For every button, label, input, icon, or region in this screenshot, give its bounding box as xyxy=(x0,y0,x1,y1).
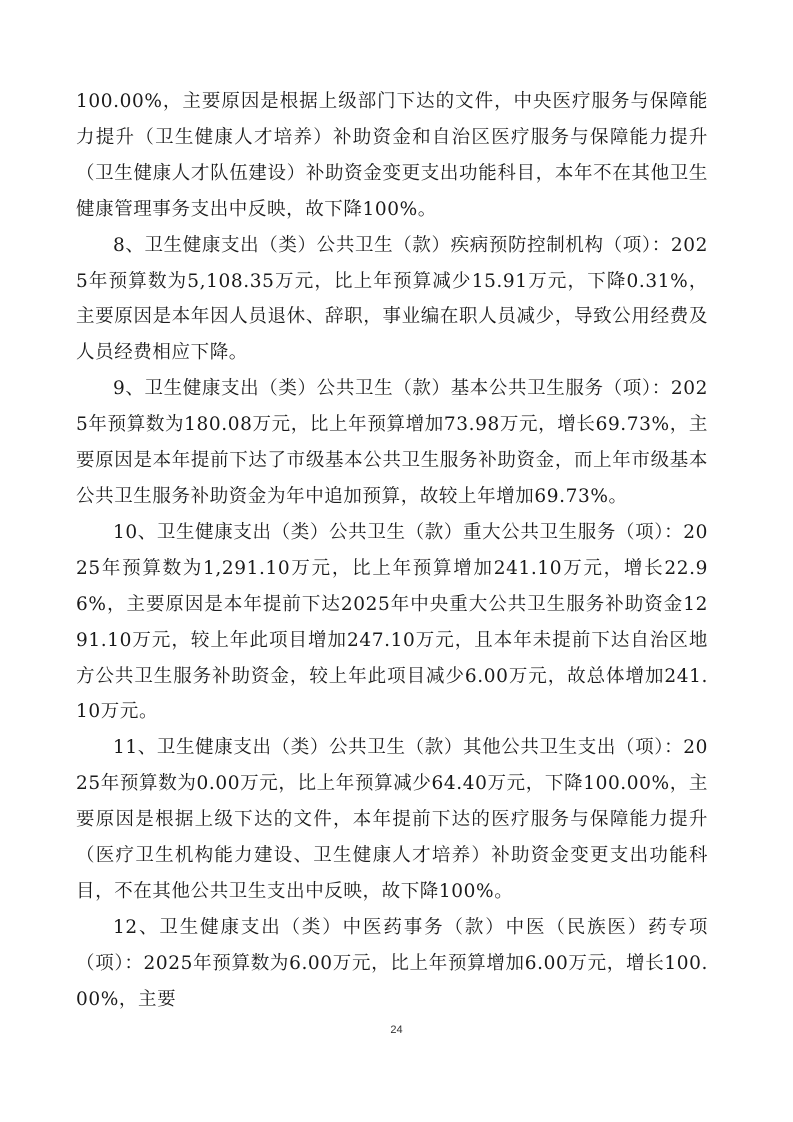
paragraph-item-10: 10、卫生健康支出（类）公共卫生（款）重大公共卫生服务（项）：2025年预算数为1,291.10万元，比上年预算增加241.10万元，增长22.96%，主要原因是本年提前下达2025年中央重大公共卫生服务补助资金1291.10万元，较上年此项目增加247.10万元，且本年未提前下达自治区地方公共卫生服务补助资金，较上年此项目减少6.00万元，故总体增加241.10万元。 xyxy=(76,521,708,723)
paragraph-item-8: 8、卫生健康支出（类）公共卫生（款）疾病预防控制机构（项）：2025年预算数为5,108.35万元，比上年预算减少15.91万元，下降0.31%，主要原因是本年因人员退休、辞职，事业编在职人员减少，导致公用经费及人员经费相应下降。 xyxy=(76,234,708,364)
paragraph-item-9: 9、卫生健康支出（类）公共卫生（款）基本公共卫生服务（项）：2025年预算数为180.08万元，比上年预算增加73.98万元，增长69.73%，主要原因是本年提前下达了市级基本公共卫生服务补助资金，而上年市级基本公共卫生服务补助资金为年中追加预算，故较上年增加69.73%。 xyxy=(76,378,708,507)
paragraph-item-11: 11、卫生健康支出（类）公共卫生（款）其他公共卫生支出（项）：2025年预算数为0.00万元，比上年预算减少64.40万元，下降100.00%，主要原因是根据上级下达的文件，本年提前下达的医疗服务与保障能力提升（医疗卫生机构能力建设、卫生健康人才培养）补助资金变更支出功能科目，不在其他公共卫生支出中反映，故下降100%。 xyxy=(76,737,708,902)
document-body xyxy=(76,84,708,1018)
page-number: 24 xyxy=(390,1024,403,1036)
paragraph-1: 100.00%，主要原因是根据上级部门下达的文件，中央医疗服务与保障能力提升（卫生健康人才培养）补助资金和自治区医疗服务与保障能力提升（卫生健康人才队伍建设）补助资金变更支出功能科目，本年不在其他卫生健康管理事务支出中反映，故下降100%。 xyxy=(76,91,708,220)
paragraph-item-12: 12、卫生健康支出（类）中医药事务（款）中医（民族医）药专项（项）：2025年预算数为6.00万元，比上年预算增加6.00万元，增长100.00%，主要 xyxy=(76,916,708,1010)
